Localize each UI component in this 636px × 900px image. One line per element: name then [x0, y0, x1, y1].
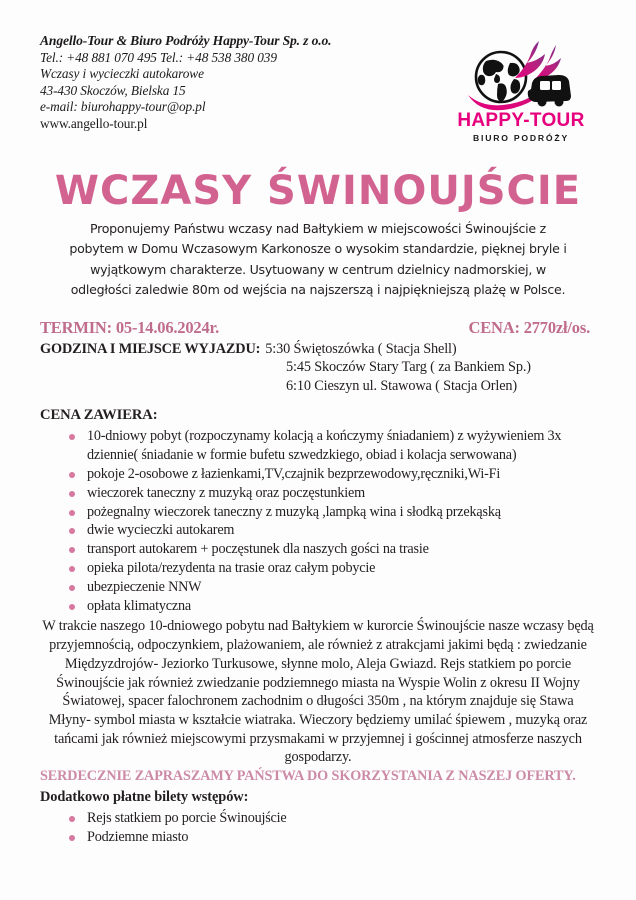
bus-icon: [528, 75, 571, 107]
list-item: pokoje 2-osobowe z łazienkami,TV,czajnik bezprzewodowy,ręczniki,Wi-Fi: [65, 465, 596, 483]
document-header: [40, 0, 596, 143]
company-email-label: e-mail:: [40, 99, 78, 115]
intro-paragraph: Proponujemy Państwu wczasy nad Bałtykiem w miejscowości Świnoujście z pobytem w Domu Wczasowym Karkonosze o wysokim standardzie, pięknej bryle i wyjątkowym charakterze. Usytuowany w centrum dzielnicy nadmorskiej, w odległości zaledwie 80m od wejścia na najszerszą i najpiękniejszą plażę w Polsce.: [69, 221, 567, 298]
list-item: Podziemne miasto: [65, 828, 596, 846]
company-name: Angello-Tour & Biuro Podróży Happy-Tour Sp. z o.o.: [40, 33, 332, 48]
company-contact-block: [40, 33, 331, 133]
term-price-row: [40, 318, 596, 338]
list-item: dwie wycieczki autokarem: [65, 521, 596, 539]
includes-list: [40, 427, 596, 615]
bird-icon: [515, 41, 561, 80]
list-item: transport autokarem + poczęstunek dla naszych gości na trasie: [65, 540, 596, 558]
departure-stop-3: 6:10 Cieszyn ul. Stawowa ( Stacja Orlen): [286, 377, 518, 394]
company-services: Wczasy i wycieczki autokarowe: [40, 66, 204, 82]
company-address: 43-430 Skoczów, Bielska 15: [40, 82, 186, 98]
invitation-text: SERDECZNIE ZAPRASZAMY PAŃSTWA DO SKORZYSTANIA Z NASZEJ OFERTY.: [40, 768, 576, 785]
departure-block: [40, 340, 596, 396]
list-item: ubezpieczenie NNW: [65, 578, 596, 596]
list-item: opłata klimatyczna: [65, 597, 596, 615]
departure-stop-1: 5:30 Świętoszówka ( Stacja Shell): [265, 340, 457, 357]
happy-tour-logo: [446, 35, 596, 143]
includes-heading: CENA ZAWIERA:: [40, 407, 158, 424]
description-paragraph: W trakcie naszego 10-dniowego pobytu nad Bałtykiem w kurorcie Świnoujście nasze wczasy będą przyjemnością, odpoczynkiem, plażowaniem, ale również z atrakcjami jakimi będą : zwiedzanie Międzyzdrojów- Jeziorko Turkusowe, słynne molo, Aleja Gwiazd. Rejs statkiem po porcie Świnoujście jak również zwiedzanie podziemnego miasta na Wyspie Wolin z okresu II Wojny Światowej, spacer falochronem zachodnim o długości 350m , na którym znajduje się Stawa Młyny- symbol miasta w kształcie wiatraka. Wieczory będziemy umilać śpiewem , muzyką oraz tańcami jak również miejscowymi przysmakami w przyjemnej i gościnnej atmosferze naszych gospodarzy.: [42, 618, 594, 766]
list-item: Rejs statkiem po porcie Świnoujście: [65, 809, 596, 827]
company-website[interactable]: www.angello-tour.pl: [40, 115, 148, 131]
company-phones: Tel.: +48 881 070 495 Tel.: +48 538 380 039: [40, 49, 277, 65]
price-text: CENA: 2770zł/os.: [468, 317, 590, 337]
departure-label: GODZINA I MIEJSCE WYJAZDU:: [40, 340, 261, 357]
logo-title: HAPPY-TOUR: [457, 110, 585, 131]
company-email: [40, 99, 331, 116]
logo-subtitle: BIURO PODRÓŻY: [473, 133, 569, 143]
page-title: WCZASY ŚWINOUJŚCIE: [54, 168, 582, 214]
departure-first-line: [40, 340, 596, 359]
logo-mark: [446, 35, 596, 113]
departure-stop-2: 5:45 Skoczów Stary Targ ( za Bankiem Sp.): [286, 359, 531, 376]
term-text: TERMIN: 05-14.06.2024r.: [40, 317, 220, 337]
extra-heading: Dodatkowo płatne bilety wstępów:: [40, 788, 249, 805]
company-email-value: biurohappy-tour@op.pl: [77, 99, 206, 115]
list-item: opieka pilota/rezydenta na trasie oraz całym pobycie: [65, 559, 596, 577]
list-item: 10-dniowy pobyt (rozpoczynamy kolacją a kończymy śniadaniem) z wyżywieniem 3x dziennie( śniadanie w formie bufetu szwedzkiego, obiad i kolacja serwowana): [65, 427, 596, 464]
list-item: wieczorek taneczny z muzyką oraz poczęstunkiem: [65, 484, 596, 502]
list-item: pożegnalny wieczorek taneczny z muzyką ,lampką wina i słodką przekąską: [65, 503, 596, 521]
extra-list: [40, 809, 596, 846]
